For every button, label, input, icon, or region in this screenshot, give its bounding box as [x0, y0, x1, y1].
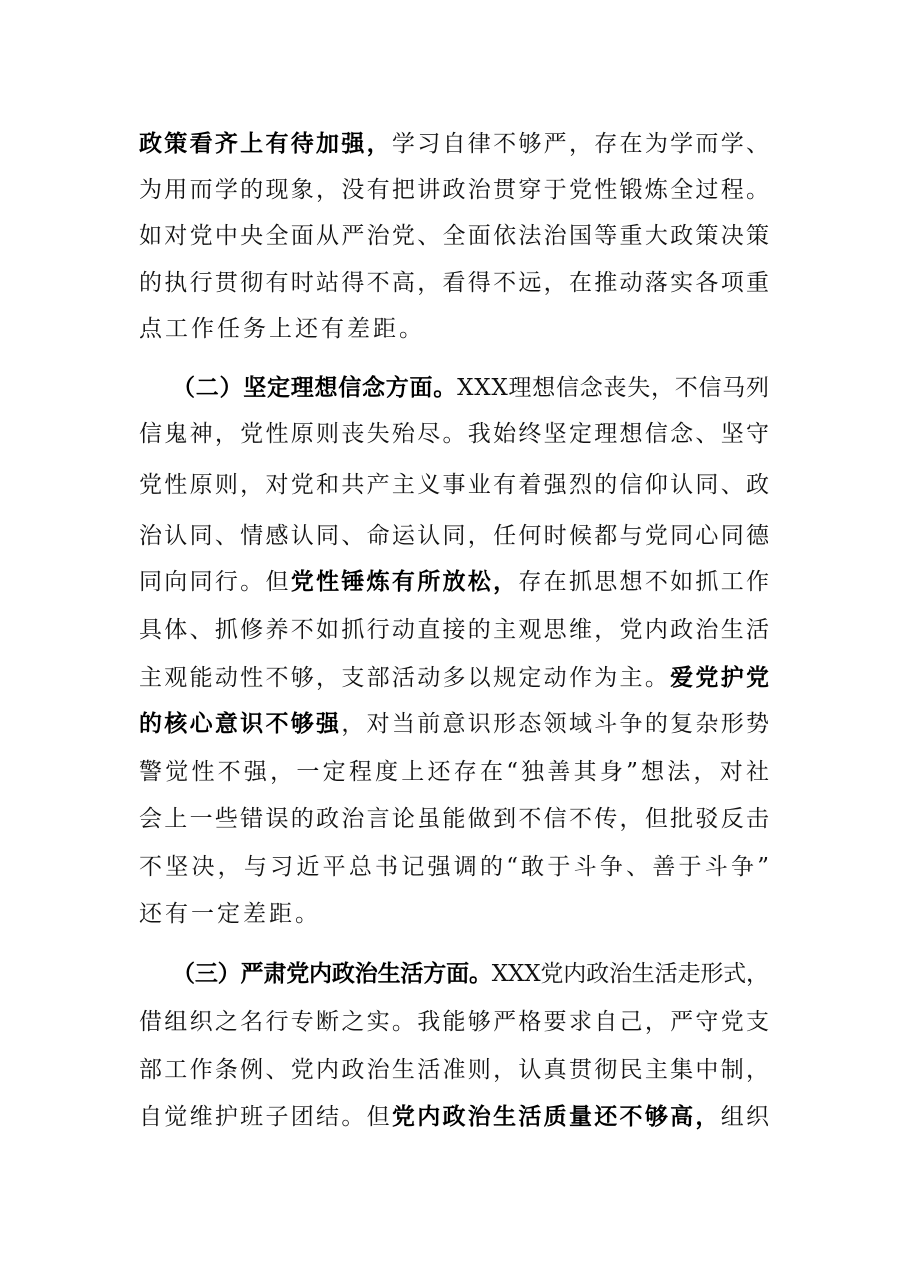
- section-heading-line: [0, 952, 909, 996]
- text-line: [0, 122, 909, 166]
- text-run: 部工作条例、党内政治生活准则，认真贯彻民主集中制，: [139, 1057, 772, 1083]
- text-run: 不坚决，与习近平总书记强调的“敢于斗争、善于斗争”: [139, 854, 773, 880]
- bold-phrase: 党内政治生活质量还不够高，: [391, 1103, 721, 1130]
- text-run: 的执行贯彻有时站得不高，看得不远，在推动落实各项重: [139, 270, 772, 296]
- text-run: 借组织之名行专断之实。我能够严格要求自己，严守党支: [139, 1009, 772, 1035]
- text-run: 如对党中央全面从严治党、全面依法治国等重大政策决策: [139, 223, 772, 249]
- text-line: [0, 1095, 909, 1139]
- section-heading-line: [0, 366, 909, 410]
- text-line: [0, 608, 909, 652]
- bold-phrase: 政策看齐上有待加强，: [139, 130, 392, 157]
- text-run: ，对当前意识形态领域斗争的复杂形势: [341, 711, 772, 737]
- text-run: 主观能动性不够，支部活动多以规定动作为主。: [139, 665, 671, 691]
- text-run: 同向同行。但: [139, 569, 291, 595]
- text-line: [0, 307, 909, 351]
- text-line: [0, 656, 909, 700]
- text-line: [0, 412, 909, 456]
- text-line: [0, 892, 909, 936]
- text-run: 信鬼神，党性原则丧失殆尽。我始终坚定理想信念、坚守: [139, 421, 772, 447]
- text-line: [0, 1000, 909, 1044]
- section-heading: （三）严肃党内政治生活方面。: [172, 960, 492, 987]
- text-line: [0, 514, 909, 558]
- text-line: [0, 261, 909, 305]
- text-run: 存在抓思想不如抓工作: [518, 569, 772, 595]
- text-run: 自觉维护班子团结。但: [139, 1104, 392, 1130]
- text-run: 还有一定差距。: [139, 901, 321, 927]
- text-line: [0, 702, 909, 746]
- text-run: 治认同、情感认同、命运认同，任何时候都与党同心同德: [139, 523, 772, 549]
- text-run: XXX党内政治生活走形式，: [491, 961, 769, 987]
- bold-phrase: 党性锤炼有所放松，: [290, 568, 519, 595]
- section-heading: （二）坚定理想信念方面。: [172, 374, 458, 401]
- text-line: [0, 168, 909, 212]
- text-line: [0, 560, 909, 604]
- text-run: XXX理想信念丧失，不信马列: [457, 375, 770, 401]
- text-run: 会上一些错误的政治言论虽能做到不信不传，但批驳反击: [139, 806, 772, 832]
- text-run: 点工作任务上还有差距。: [139, 316, 425, 342]
- text-line: [0, 750, 909, 794]
- text-line: [0, 845, 909, 889]
- text-run: 学习自律不够严，存在为学而学、: [391, 131, 772, 157]
- text-run: 为用而学的现象，没有把讲政治贯穿于党性锻炼全过程。: [139, 177, 772, 203]
- text-run: 具体、抓修养不如抓行动直接的主观思维，党内政治生活: [139, 617, 772, 643]
- text-run: 党性原则，对党和共产主义事业有着强烈的信仰认同、政: [139, 472, 772, 498]
- bold-phrase: 爱党护党: [670, 664, 772, 691]
- text-line: [0, 797, 909, 841]
- text-run: 警觉性不强，一定程度上还存在“独善其身”想法，对社: [139, 759, 773, 785]
- text-line: [0, 1048, 909, 1092]
- text-line: [0, 463, 909, 507]
- text-line: [0, 214, 909, 258]
- bold-phrase: 的核心意识不够强: [139, 710, 342, 737]
- text-run: 组织: [720, 1104, 772, 1130]
